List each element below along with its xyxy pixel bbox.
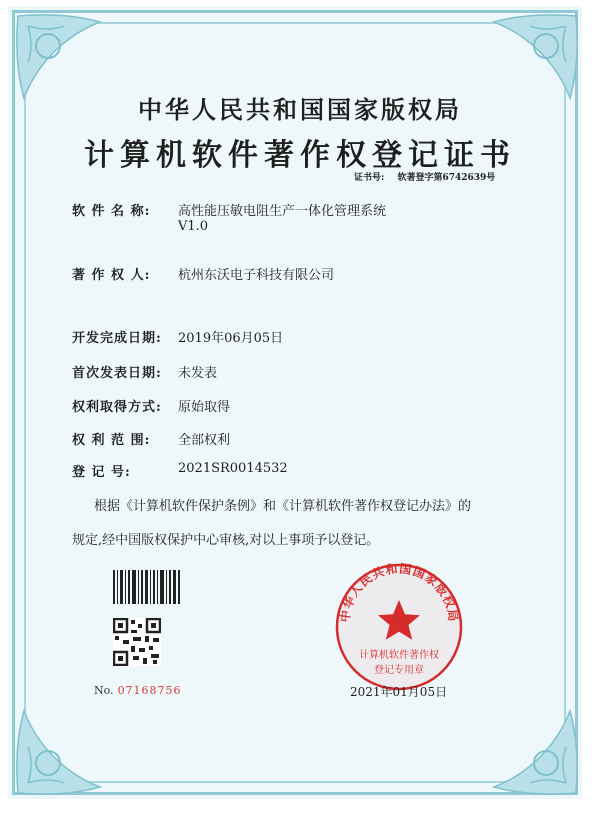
field-owner (72, 264, 334, 283)
issue-date: 2021年01月05日 (350, 685, 448, 699)
field-label: 著 作 权 人: (72, 268, 151, 283)
seal-ring-text: 中华人民共和国国家版权局 (337, 562, 461, 624)
corner-ornament-top-left (14, 12, 104, 102)
certificate-number (354, 170, 505, 183)
field-scope (72, 429, 230, 448)
completion-date-value: 2019年06月05日 (178, 331, 284, 346)
field-completion-date (72, 327, 283, 346)
field-label: 软 件 名 称: (72, 204, 151, 219)
statement-paragraph (72, 490, 532, 558)
seal-line-2: 登记专用章 (374, 665, 424, 676)
serial-label: No. (94, 684, 114, 697)
seal-line-1: 计算机软件著作权 (359, 650, 439, 661)
owner-value: 杭州东沃电子科技有限公司 (178, 268, 335, 283)
field-first-publish (72, 362, 217, 381)
field-registration (72, 461, 288, 480)
first-publish-value: 未发表 (178, 366, 218, 381)
field-label: 权利取得方式: (72, 400, 162, 415)
certificate-number-value: 软著登字第6742639号 (397, 173, 496, 183)
statement-line-1: 根据《计算机软件保护条例》和《计算机软件著作权登记办法》的 (94, 499, 472, 514)
statement-line-2: 规定,经中国版权保护中心审核,对以上事项予以登记。 (72, 533, 380, 548)
scope-value: 全部权利 (178, 433, 231, 448)
qr-code-icon (113, 618, 161, 666)
issuer-title: 中华人民共和国国家版权局 (138, 95, 462, 124)
field-software-name (72, 200, 386, 234)
barcode-icon (113, 570, 181, 604)
corner-ornament-bottom-left (14, 707, 104, 797)
serial-number (94, 684, 182, 697)
software-name-value: 高性能压敏电阻生产一体化管理系统 (178, 204, 387, 219)
field-label: 登 记 号: (72, 465, 131, 480)
field-label: 权 利 范 围: (72, 433, 151, 448)
serial-value: 07168756 (117, 684, 182, 697)
acquisition-value: 原始取得 (178, 400, 231, 415)
corner-ornament-bottom-right (490, 707, 580, 797)
software-version: V1.0 (178, 219, 209, 234)
field-label: 首次发表日期: (72, 366, 162, 381)
registration-value: 2021SR0014532 (178, 461, 288, 476)
certificate-title: 计算机软件著作权登记证书 (84, 138, 516, 173)
field-acquisition (72, 396, 230, 415)
corner-ornament-top-right (490, 12, 580, 102)
field-label: 开发完成日期: (72, 331, 162, 346)
certificate-number-label: 证书号: (354, 173, 385, 183)
